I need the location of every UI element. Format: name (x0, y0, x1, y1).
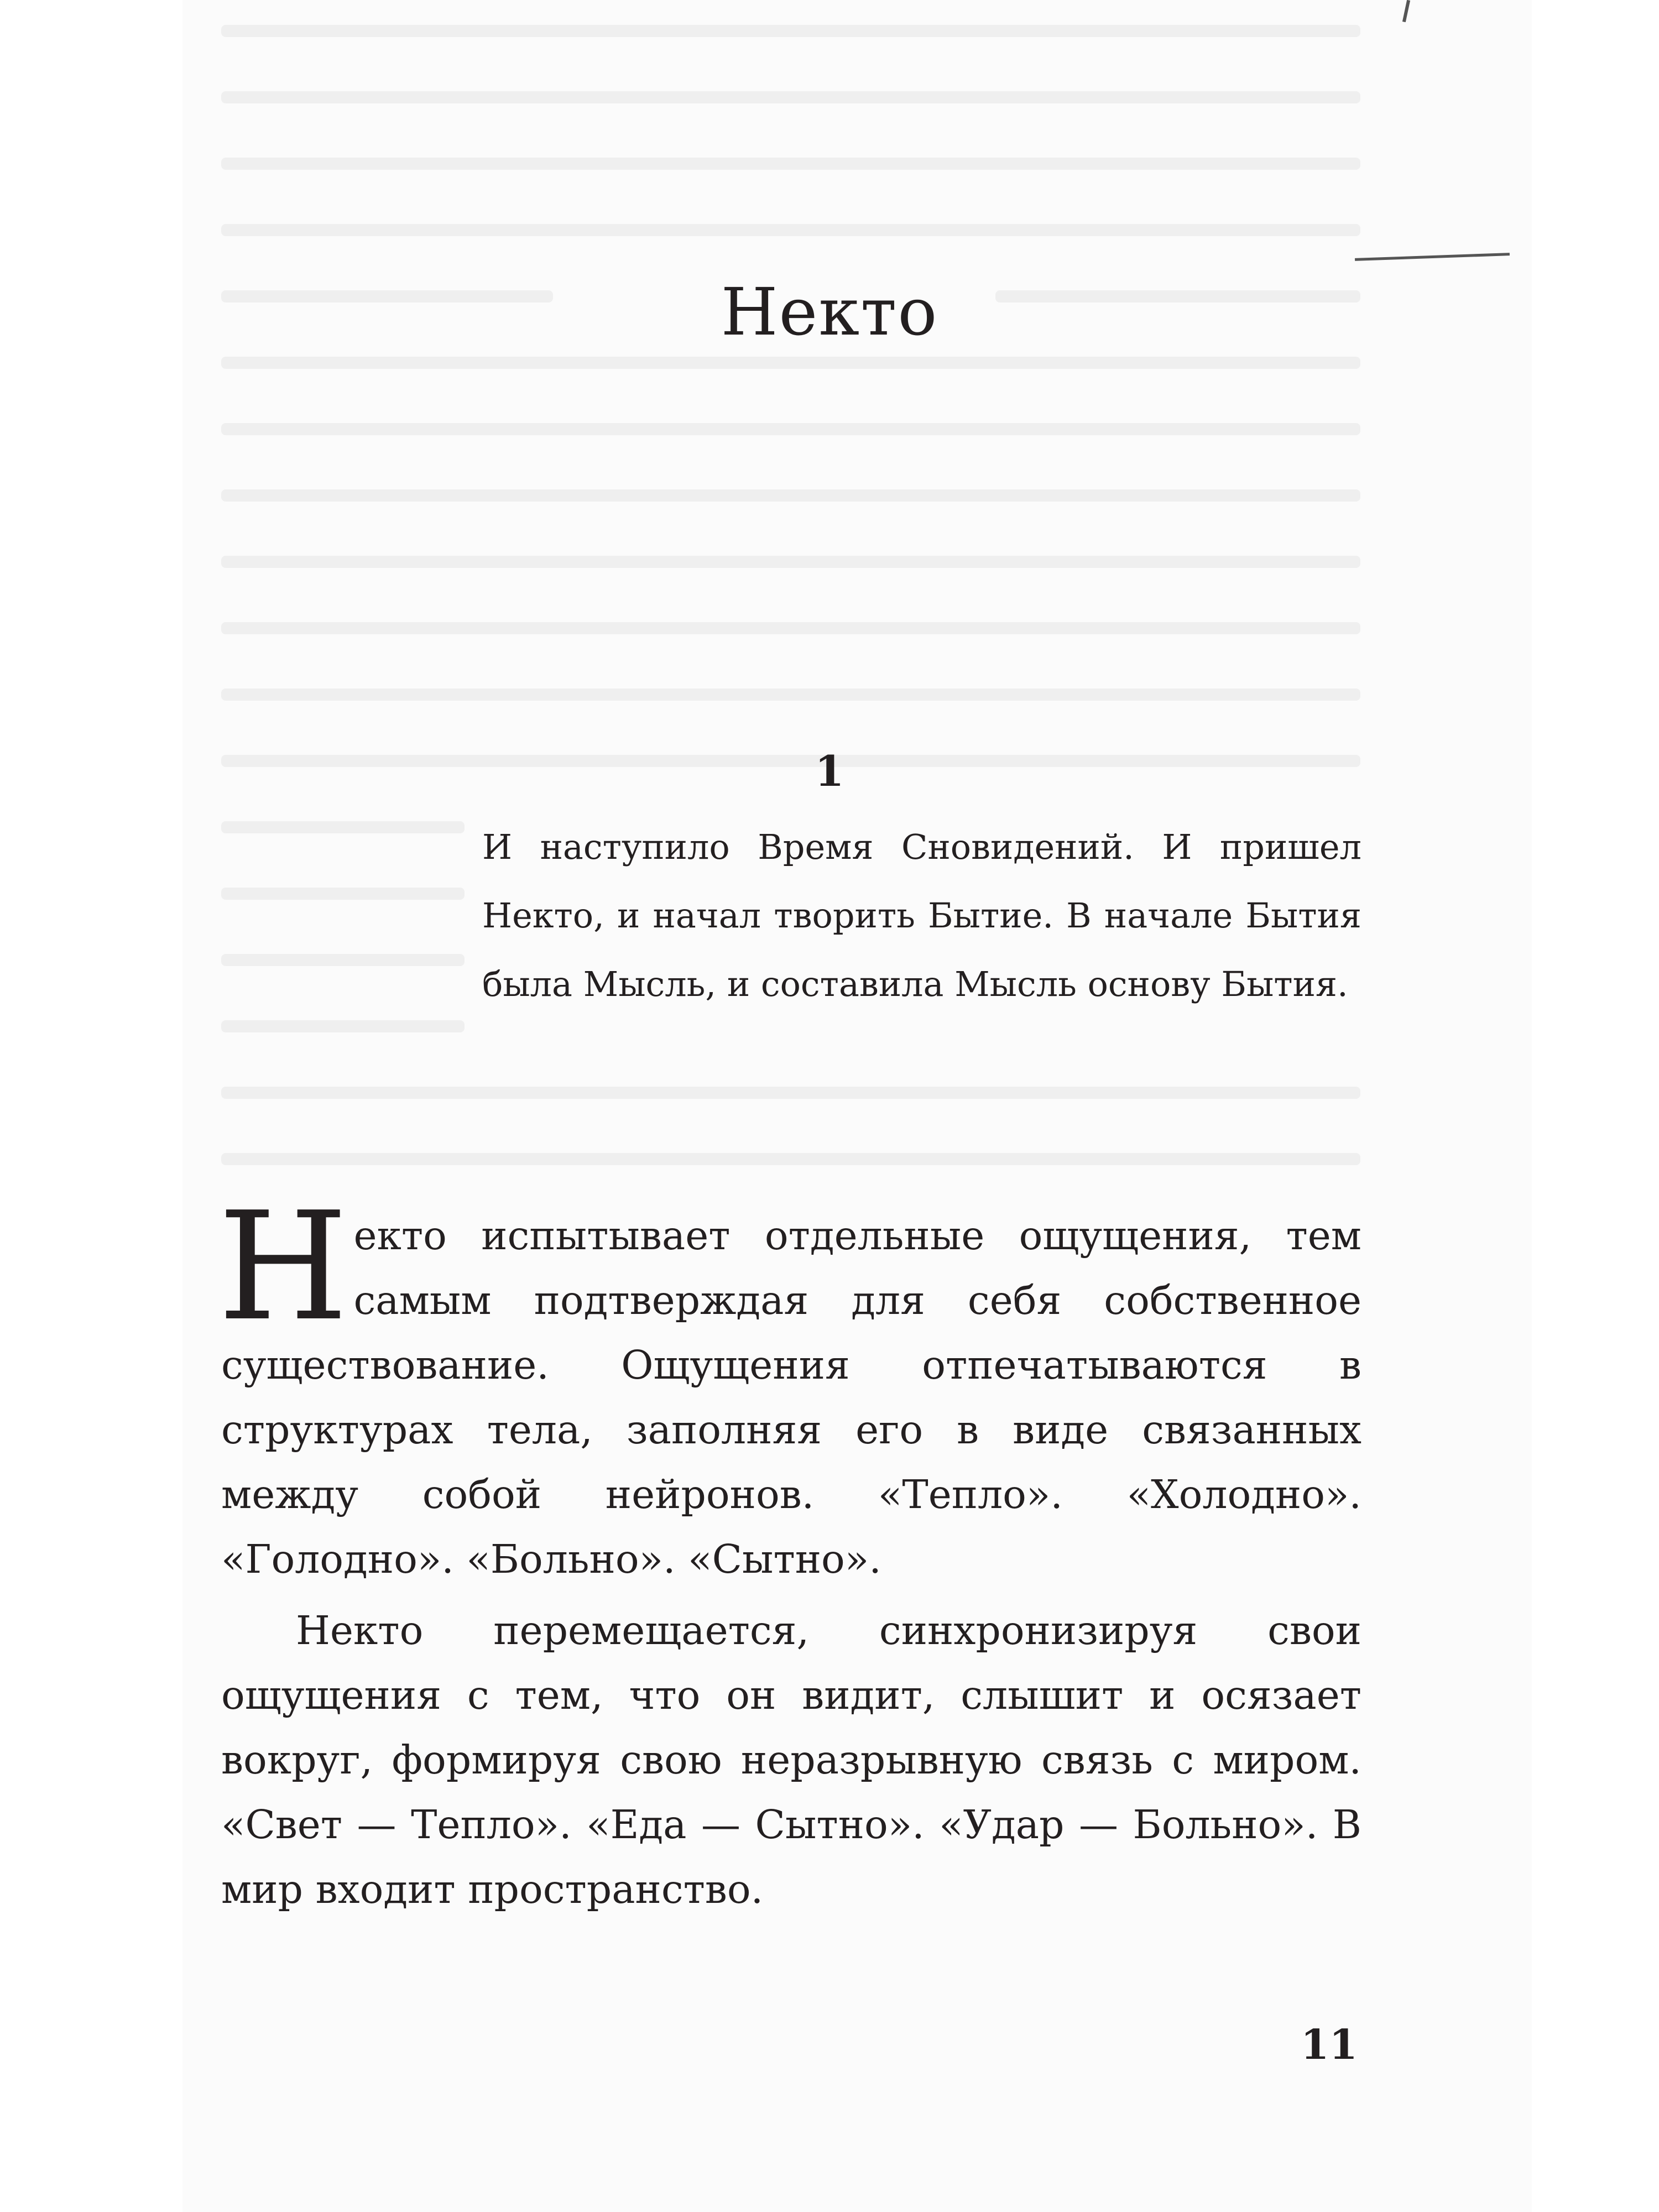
epigraph: И наступило Время Сновидений. И пришел Некто, и начал творить Бытие. В начале Бытия была Мысль, и составила Мысль основу Бытия. (482, 827, 1361, 1004)
section-number: 1 (815, 747, 844, 796)
paragraph: Некто перемещается, синхронизируя свои ощущения с тем, что он видит, слышит и осязает вокруг, формируя свою неразрывную связь с миром. «Свет — Тепло». «Еда — Сытно». «Удар — Больно». В мир входит пространство. (221, 1608, 1361, 1912)
paragraph (218, 1180, 1361, 1592)
chapter-title: Некто (721, 274, 938, 350)
body-text (218, 1180, 1361, 1922)
drop-cap: Н (218, 1180, 348, 1354)
paragraph-text: екто испытывает отдельные ощущения, тем самым подтверждая для себя собственное существование. Ощущения отпечатываются в структурах тела, заполняя его в виде связанных между собой нейронов. «Тепло». «Холодно». «Голодно». «Больно». «Сытно». (221, 1213, 1361, 1582)
page-number: 11 (1301, 2021, 1358, 2069)
